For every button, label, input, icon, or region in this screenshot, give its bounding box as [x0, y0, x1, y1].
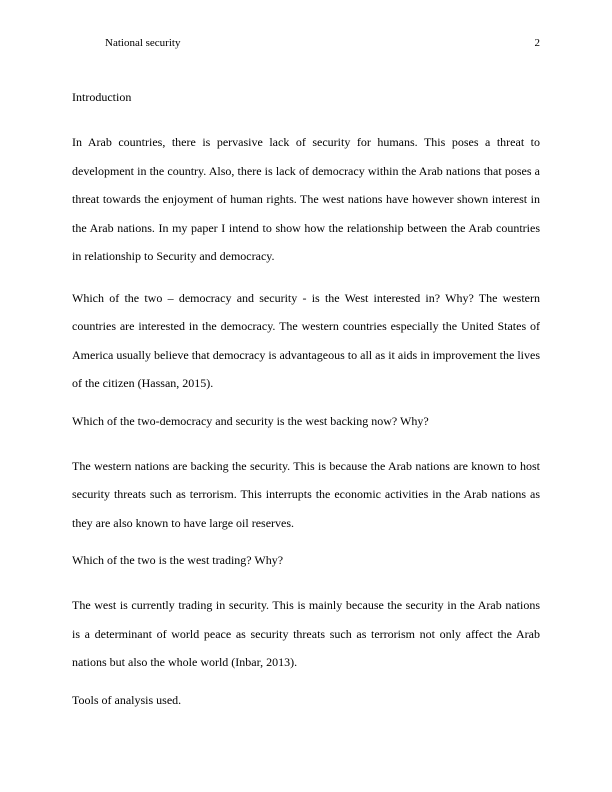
- tools-heading: Tools of analysis used.: [72, 692, 182, 707]
- running-head-title: National security: [105, 37, 181, 49]
- page-number: 2: [534, 37, 540, 49]
- introduction-paragraph: In Arab countries, there is pervasive lack of security for humans. This poses a threat to development in the country. Also, there is lack of democracy within the Arab nations that poses a threat towards the enjoyment of human rights. The west nations have however shown interest in the Arab nations. In my paper I intend to show how the relationship between the Arab countries in relationship to Security and democracy.: [72, 135, 540, 263]
- question-three-heading: Which of the two is the west trading? Why?: [72, 553, 284, 567]
- question-two-paragraph: The western nations are backing the security. This is because the Arab nations are known to host security threats such as terrorism. This interrupts the economic activities in the Arab nations as they are also known to have large oil reserves.: [72, 458, 540, 530]
- document-body: [72, 88, 540, 709]
- question-three-paragraph: The west is currently trading in security. This is mainly because the security in the Arab nations is a determinant of world peace as security threats such as terrorism not only affect the Arab nations but also the whole world (Inbar, 2013).: [72, 598, 540, 669]
- question-one-paragraph: Which of the two – democracy and security - is the West interested in? Why? The western countries are interested in the democracy. The western countries especially the United States of America usually believe that democracy is advantageous to all as it aids in improvement the lives of the citizen (Hassan, 2015).: [72, 290, 540, 390]
- introduction-heading: Introduction: [72, 90, 132, 104]
- question-two-heading: Which of the two-democracy and security is the west backing now? Why?: [72, 413, 429, 428]
